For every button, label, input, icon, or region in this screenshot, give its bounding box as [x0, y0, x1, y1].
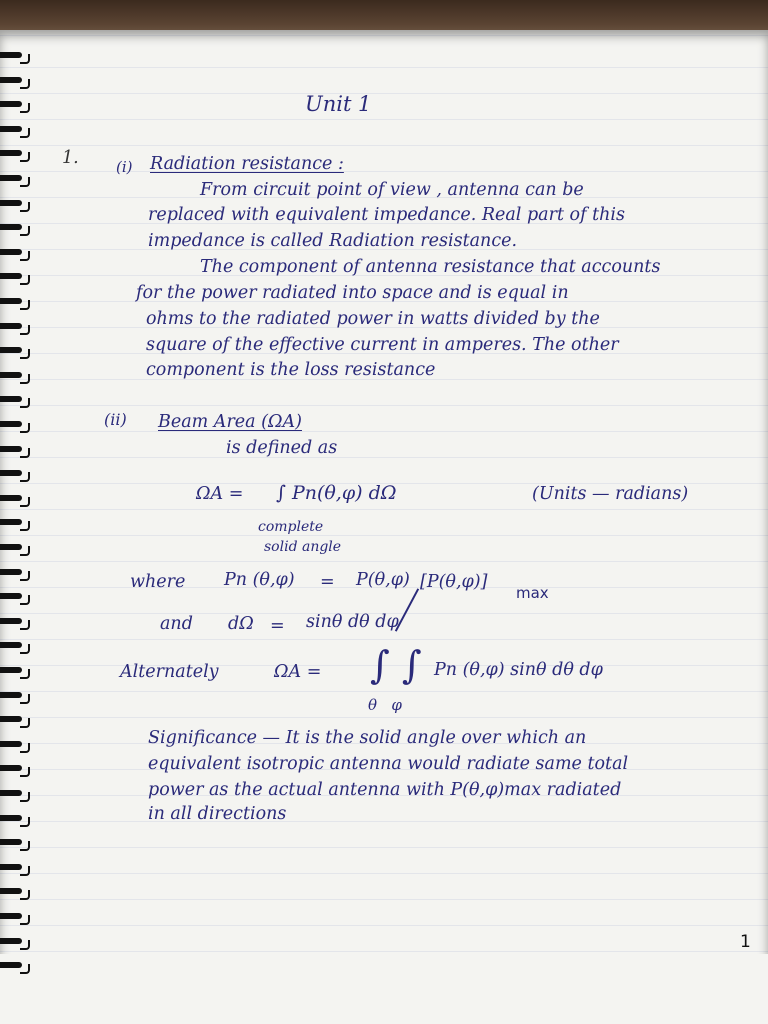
spiral-coil	[0, 839, 34, 849]
spiral-coil	[0, 864, 34, 874]
section-i-line: for the power radiated into space and is equal in	[136, 283, 569, 303]
spiral-coil	[0, 446, 34, 456]
spiral-coil	[0, 962, 34, 972]
spiral-coil	[0, 938, 34, 948]
spiral-coil	[0, 175, 34, 185]
spiral-coil	[0, 126, 34, 136]
beam-area-lhs: ΩA =	[196, 484, 244, 504]
integral-limits: θ φ	[368, 696, 402, 714]
alt-lhs: ΩA =	[274, 662, 322, 682]
beam-area-rhs: ∫ Pn(θ,φ) dΩ	[276, 482, 397, 504]
spiral-coil	[0, 323, 34, 333]
double-integral: ∫ ∫	[370, 643, 422, 687]
spiral-coil	[0, 347, 34, 357]
and-rhs: sinθ dθ dφ	[306, 612, 399, 632]
significance-line: in all directions	[148, 804, 287, 824]
section-i-line: impedance is called Radiation resistance.	[148, 231, 518, 251]
page-number: 1	[740, 932, 751, 952]
spiral-coil	[0, 470, 34, 480]
spiral-coil	[0, 692, 34, 702]
section-i-heading: Radiation resistance :	[150, 154, 344, 174]
spiral-coil	[0, 913, 34, 923]
section-i-line: square of the effective current in amperes. The other	[146, 335, 619, 355]
significance-line: power as the actual antenna with P(θ,φ)max radiated	[148, 780, 622, 800]
spiral-coil	[0, 716, 34, 726]
where-numerator: P(θ,φ)	[356, 570, 410, 590]
spiral-coil	[0, 765, 34, 775]
spiral-coil	[0, 519, 34, 529]
spiral-binding	[0, 30, 40, 1024]
spiral-coil	[0, 101, 34, 111]
and-equals: =	[270, 616, 285, 636]
alternately-label: Alternately	[120, 662, 219, 682]
alt-rhs: Pn (θ,φ) sinθ dθ dφ	[434, 660, 603, 680]
spiral-coil	[0, 396, 34, 406]
section-ii-marker: (ii)	[104, 410, 127, 429]
where-denominator-sub: max	[516, 584, 549, 602]
spiral-coil	[0, 790, 34, 800]
spiral-coil	[0, 618, 34, 628]
spiral-coil	[0, 52, 34, 62]
where-label: where	[130, 572, 186, 592]
spiral-coil	[0, 888, 34, 898]
section-ii-heading: Beam Area (ΩA)	[158, 412, 302, 432]
spiral-coil	[0, 249, 34, 259]
spiral-coil	[0, 815, 34, 825]
units-note: (Units — radians)	[532, 484, 689, 504]
section-i-line: component is the loss resistance	[146, 360, 436, 380]
significance-line: Significance — It is the solid angle over which an	[148, 728, 587, 748]
spiral-coil	[0, 667, 34, 677]
spiral-coil	[0, 224, 34, 234]
integral-domain: complete	[258, 519, 324, 535]
spiral-coil	[0, 495, 34, 505]
page-title: Unit 1	[305, 92, 372, 116]
section-i-line: replaced with equivalent impedance. Real part of this	[148, 205, 626, 225]
spiral-coil	[0, 273, 34, 283]
where-lhs: Pn (θ,φ)	[224, 570, 295, 590]
spiral-coil	[0, 544, 34, 554]
spiral-coil	[0, 741, 34, 751]
defined-as-text: is defined as	[226, 438, 338, 458]
where-equals: =	[320, 572, 335, 592]
spiral-coil	[0, 372, 34, 382]
section-i-line: The component of antenna resistance that accounts	[200, 257, 661, 277]
significance-line: equivalent isotropic antenna would radiate same total	[148, 754, 629, 774]
spiral-coil	[0, 150, 34, 160]
spiral-coil	[0, 200, 34, 210]
where-denominator: [P(θ,φ)]	[420, 572, 488, 592]
and-lhs: dΩ	[228, 614, 254, 634]
spiral-coil	[0, 642, 34, 652]
section-i-line: ohms to the radiated power in watts divided by the	[146, 309, 600, 329]
spiral-coil	[0, 77, 34, 87]
integral-domain: solid angle	[264, 539, 342, 555]
spiral-coil	[0, 593, 34, 603]
spiral-coil	[0, 421, 34, 431]
and-label: and	[160, 614, 193, 634]
spiral-coil	[0, 569, 34, 579]
spiral-coil	[0, 298, 34, 308]
question-number: 1.	[62, 148, 79, 168]
section-i-line: From circuit point of view , antenna can be	[200, 180, 584, 200]
desk-background	[0, 0, 768, 34]
section-i-marker: (i)	[116, 158, 133, 176]
